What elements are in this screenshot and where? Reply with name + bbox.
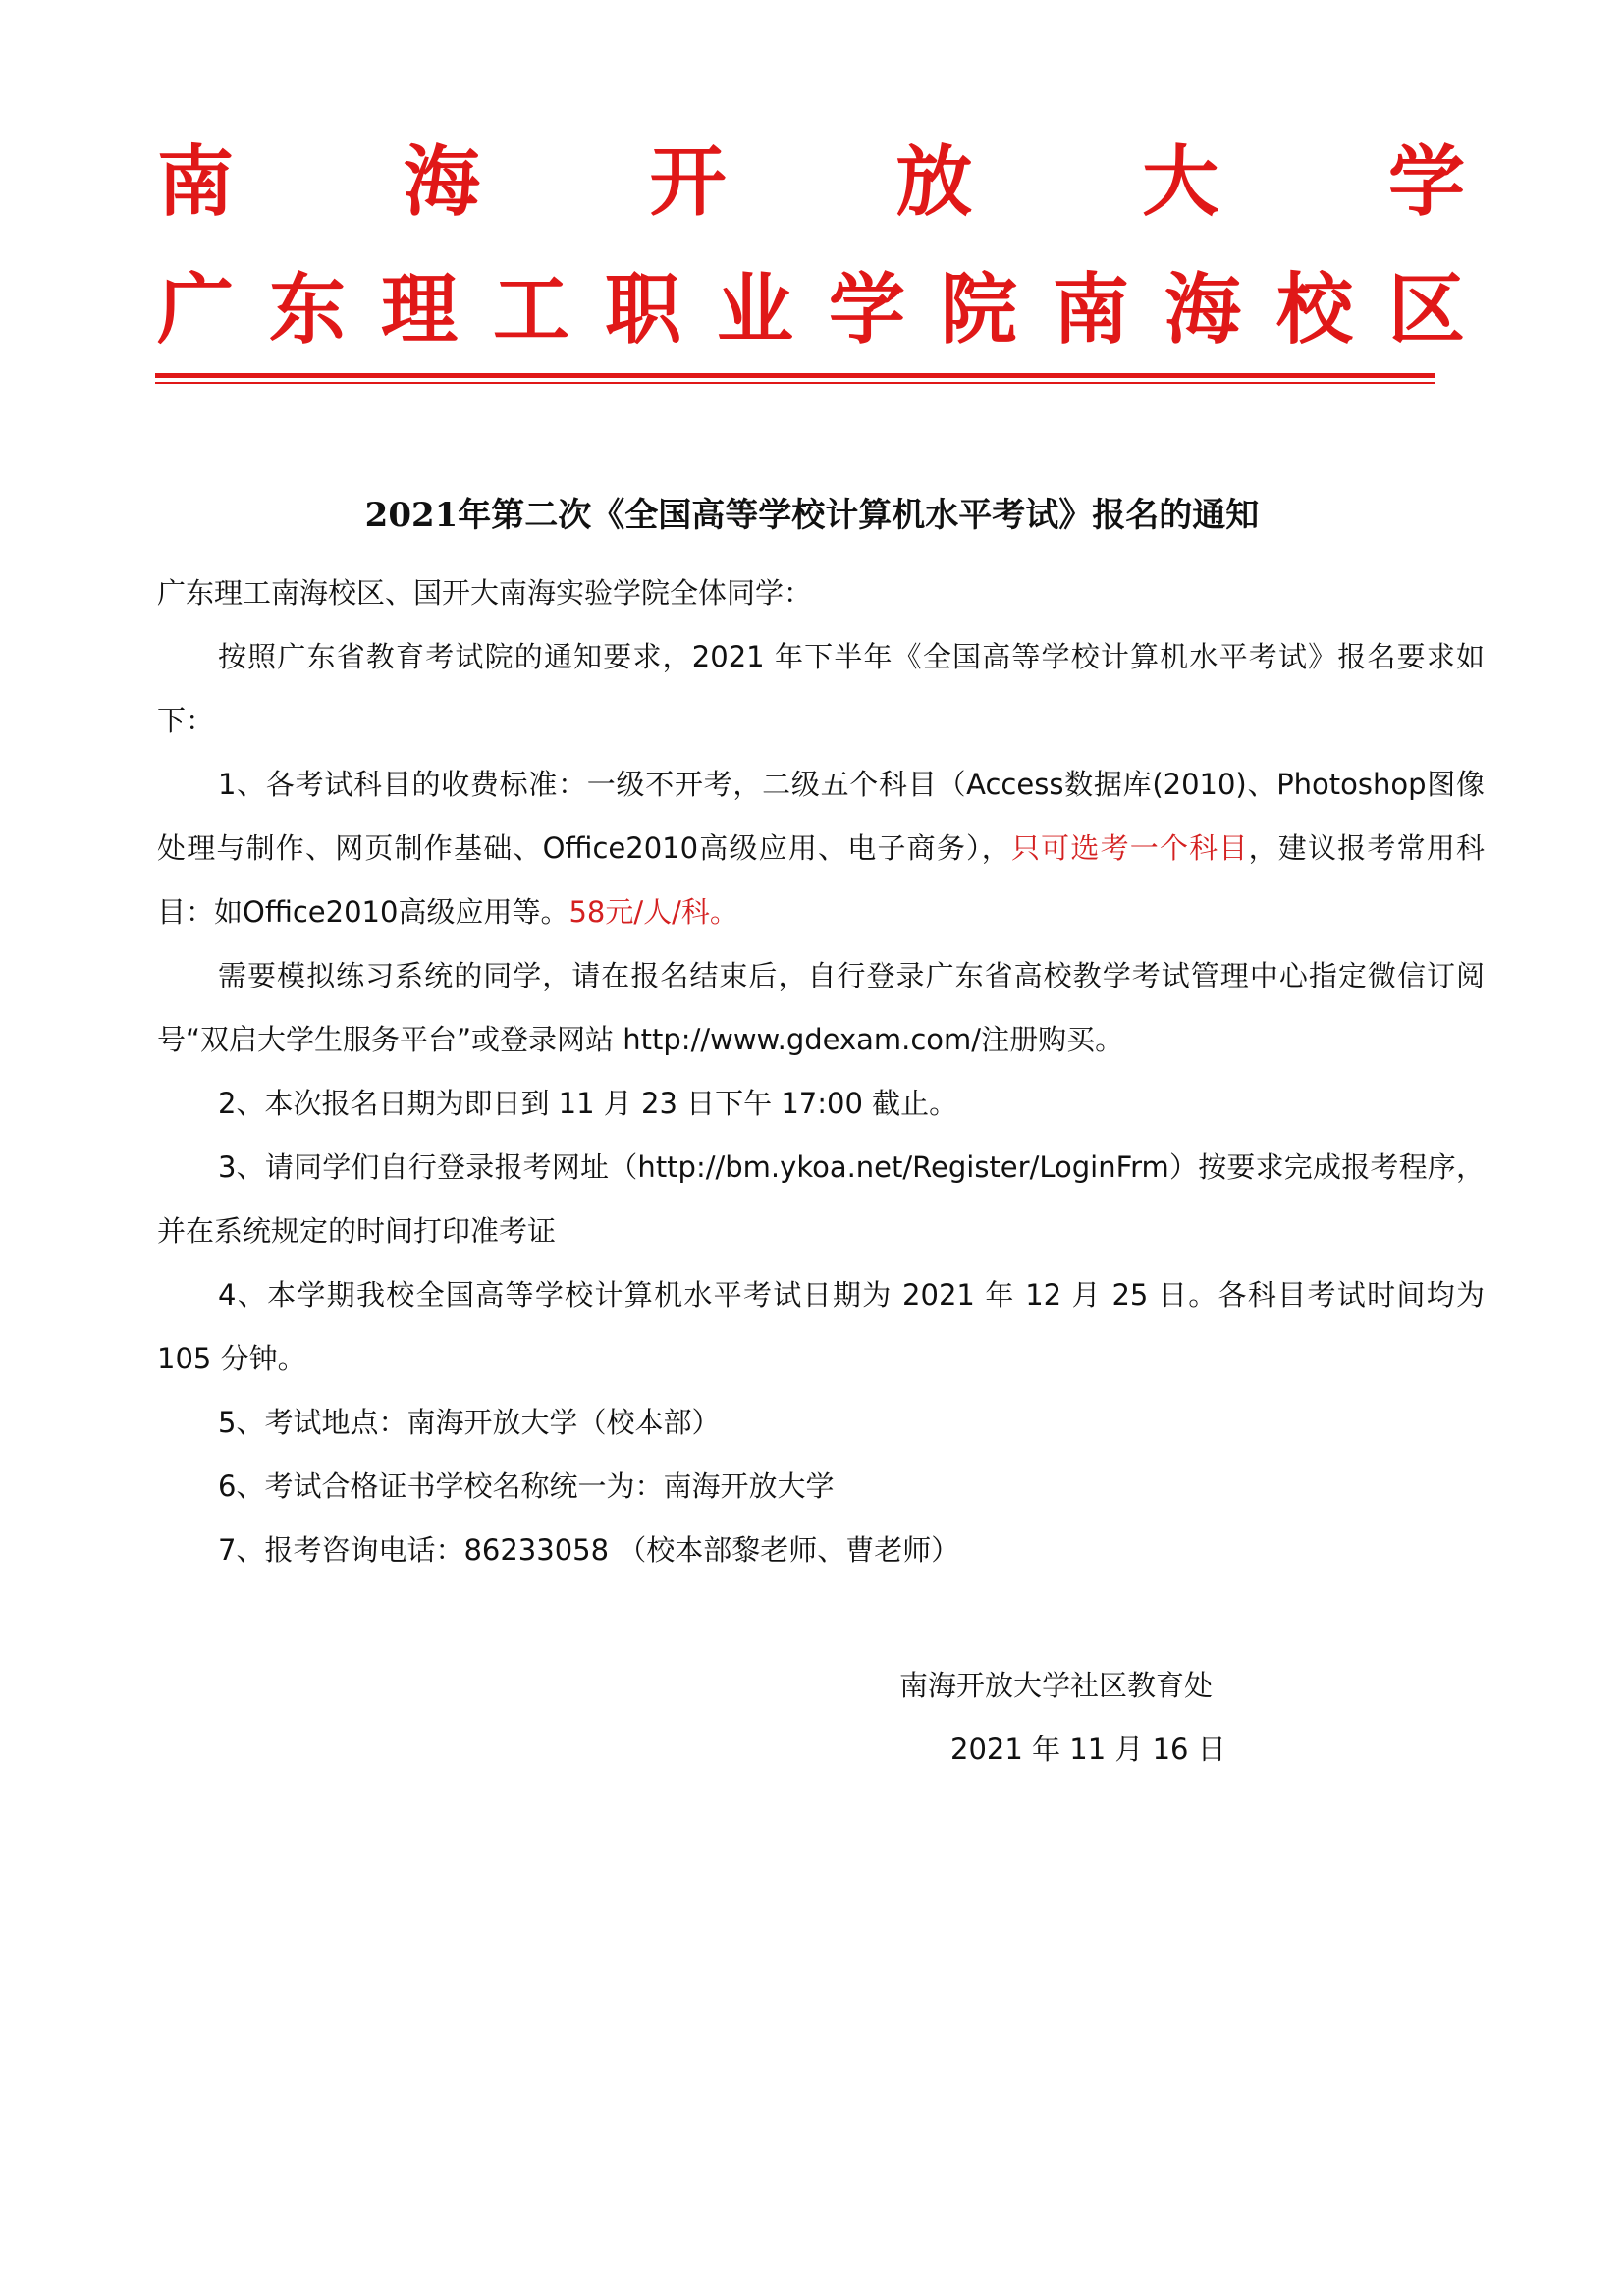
header-char: 南: [1052, 265, 1129, 354]
header-line-2: [157, 263, 1465, 357]
header-char: 南: [157, 137, 235, 227]
notice-title: 2021年第二次《全国高等学校计算机水平考试》报名的通知: [364, 496, 1260, 535]
header-char: 广: [157, 265, 235, 354]
salutation: 广东理工南海校区、国开大南海实验学院全体同学：: [157, 576, 813, 610]
signature-date: 2021 年 11 月 16 日: [950, 1733, 1226, 1766]
header-divider-thick: [155, 373, 1435, 378]
header-char: 海: [1164, 265, 1241, 354]
header-char: 工: [492, 265, 569, 354]
header-char: 东: [268, 265, 346, 354]
item-5-location: 5、考试地点：南海开放大学（校本部）: [218, 1406, 721, 1439]
header-char: 业: [716, 265, 793, 354]
header-char: 学: [1387, 137, 1465, 227]
header-char: 大: [1142, 137, 1219, 227]
header-line-1: [157, 135, 1465, 230]
item-2-dates: 2、本次报名日期为即日到 11 月 23 日下午 17:00 截止。: [218, 1087, 958, 1120]
item-4-exam-date: 4、本学期我校全国高等学校计算机水平考试日期为 2021 年 12 月 25 日。各科目考试时间均为 105 分钟。: [157, 1278, 1485, 1375]
item-1-highlight-fee: 58元/人/科。: [568, 895, 738, 929]
item-1-text-a: 1、各考试科目的收费标准：一级不开考，二级五个科目（Access数据库(2010)、Photoshop图像处理与制作、网页制作基础、Office2010高级应用、电子商务），: [157, 768, 1485, 865]
header-char: 开: [649, 137, 727, 227]
header-char: 院: [940, 265, 1017, 354]
header-divider-thin: [155, 382, 1435, 384]
signature-org: 南海开放大学社区教育处: [899, 1669, 1214, 1702]
practice-note: 需要模拟练习系统的同学，请在报名结束后，自行登录广东省高校教学考试管理中心指定微信订阅号“双启大学生服务平台”或登录网站 http://www.gdexam.com/注册购买。: [157, 959, 1485, 1056]
header-char: 放: [895, 137, 973, 227]
header-char: 学: [828, 265, 905, 354]
header-char: 校: [1275, 265, 1353, 354]
item-3-registration: 3、请同学们自行登录报考网址（http://bm.ykoa.net/Register/LoginFrm）按要求完成报考程序，并在系统规定的时间打印准考证: [157, 1150, 1485, 1248]
item-6-certificate: 6、考试合格证书学校名称统一为：南海开放大学: [218, 1469, 835, 1503]
intro-paragraph: 按照广东省教育考试院的通知要求，2021 年下半年《全国高等学校计算机水平考试》报名要求如下：: [157, 640, 1485, 737]
header-char: 区: [1387, 265, 1465, 354]
header-char: 职: [604, 265, 681, 354]
header-char: 海: [403, 137, 480, 227]
item-1-fees: [157, 753, 1485, 944]
item-7-contact: 7、报考咨询电话：86233058 （校本部黎老师、曹老师）: [218, 1533, 960, 1567]
header-char: 理: [380, 265, 458, 354]
item-1-text-b: ，建议报考常用科目：如Office2010高级应用等。: [157, 831, 1485, 929]
item-1-highlight-one-subject: 只可选考一个科目: [1010, 831, 1249, 865]
signature-block: [899, 1654, 1292, 1782]
notice-body: [157, 561, 1485, 1582]
